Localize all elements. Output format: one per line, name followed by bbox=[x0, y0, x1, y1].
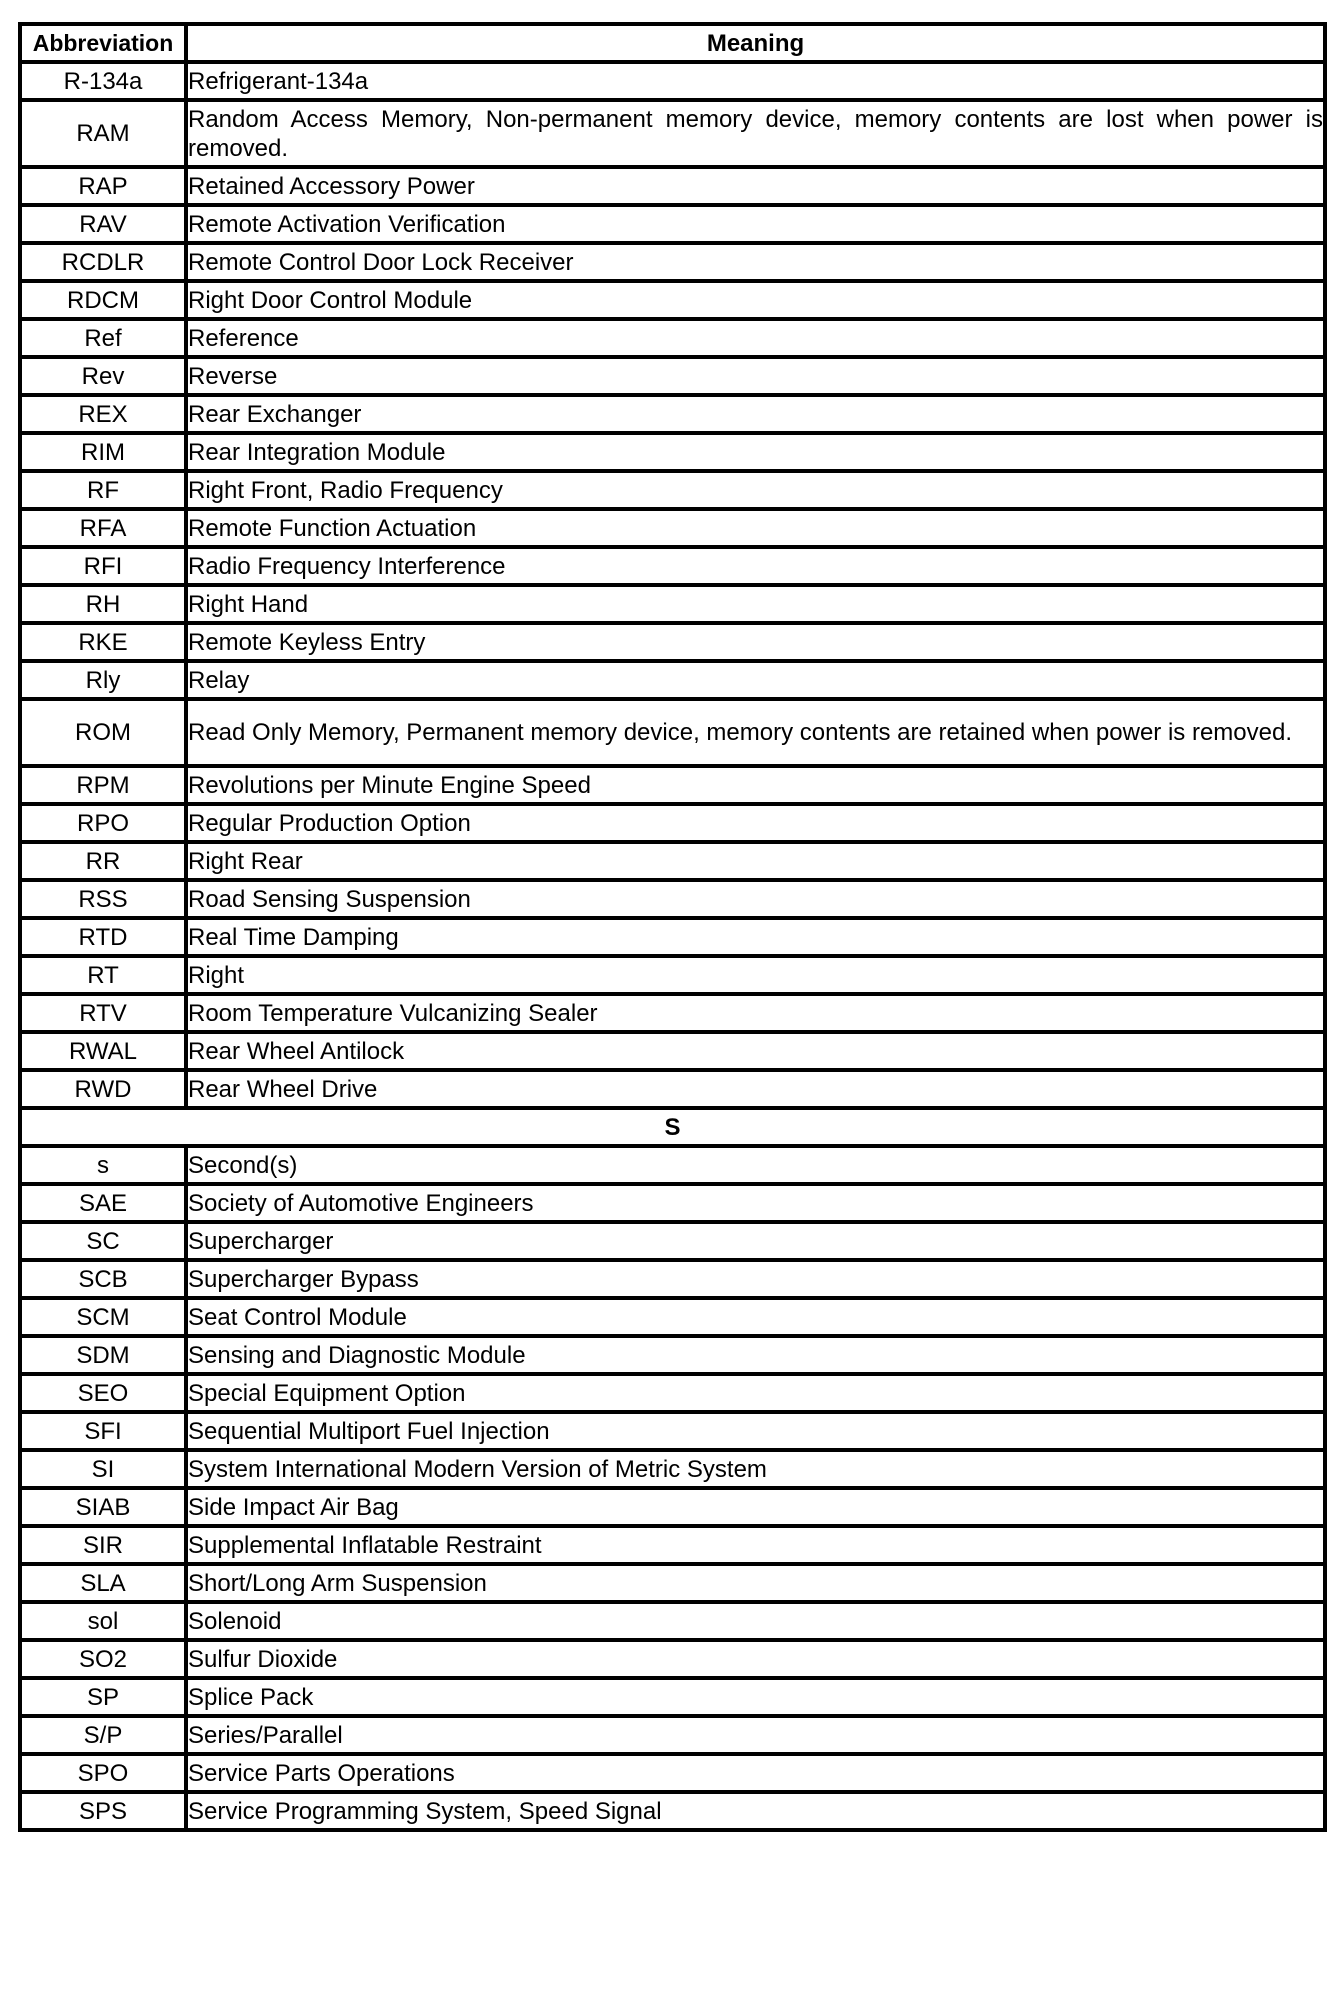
abbreviation-table bbox=[18, 22, 1327, 1832]
table-row bbox=[20, 1336, 1325, 1374]
table-row bbox=[20, 1146, 1325, 1184]
abbreviation-cell: SCB bbox=[20, 1260, 186, 1298]
meaning-cell: Supercharger bbox=[186, 1222, 1325, 1260]
abbreviation-cell: RPO bbox=[20, 804, 186, 842]
meaning-cell: Rear Exchanger bbox=[186, 395, 1325, 433]
meaning-cell: Right Front, Radio Frequency bbox=[186, 471, 1325, 509]
abbreviation-cell: SCM bbox=[20, 1298, 186, 1336]
section-header: S bbox=[20, 1108, 1325, 1146]
table-row bbox=[20, 766, 1325, 804]
abbreviation-cell: RH bbox=[20, 585, 186, 623]
abbreviation-cell: RTV bbox=[20, 994, 186, 1032]
meaning-cell: Room Temperature Vulcanizing Sealer bbox=[186, 994, 1325, 1032]
table-row bbox=[20, 357, 1325, 395]
abbreviation-cell: s bbox=[20, 1146, 186, 1184]
abbreviation-cell: SC bbox=[20, 1222, 186, 1260]
table-header-row bbox=[20, 24, 1325, 62]
abbreviation-cell: RIM bbox=[20, 433, 186, 471]
abbreviation-cell: SIAB bbox=[20, 1488, 186, 1526]
abbreviation-cell: RWAL bbox=[20, 1032, 186, 1070]
abbreviation-cell: RWD bbox=[20, 1070, 186, 1108]
table-row bbox=[20, 1792, 1325, 1830]
table-row bbox=[20, 100, 1325, 167]
meaning-cell: Series/Parallel bbox=[186, 1716, 1325, 1754]
table-row bbox=[20, 1184, 1325, 1222]
abbreviation-cell: SDM bbox=[20, 1336, 186, 1374]
meaning-cell: Retained Accessory Power bbox=[186, 167, 1325, 205]
abbreviation-cell: RCDLR bbox=[20, 243, 186, 281]
meaning-cell: Service Programming System, Speed Signal bbox=[186, 1792, 1325, 1830]
abbreviation-cell: RTD bbox=[20, 918, 186, 956]
meaning-cell: Rear Wheel Antilock bbox=[186, 1032, 1325, 1070]
meaning-cell: Right bbox=[186, 956, 1325, 994]
abbreviation-cell: ROM bbox=[20, 699, 186, 766]
table-row bbox=[20, 1032, 1325, 1070]
meaning-cell: Splice Pack bbox=[186, 1678, 1325, 1716]
meaning-cell: Right Rear bbox=[186, 842, 1325, 880]
abbreviation-cell: RFI bbox=[20, 547, 186, 585]
meaning-cell: Right Hand bbox=[186, 585, 1325, 623]
table-row bbox=[20, 1716, 1325, 1754]
meaning-cell: Side Impact Air Bag bbox=[186, 1488, 1325, 1526]
table-row bbox=[20, 547, 1325, 585]
abbreviation-cell: R-134a bbox=[20, 62, 186, 100]
table-row bbox=[20, 585, 1325, 623]
table-row bbox=[20, 804, 1325, 842]
abbreviation-cell: SI bbox=[20, 1450, 186, 1488]
table-row bbox=[20, 1412, 1325, 1450]
table-row bbox=[20, 1298, 1325, 1336]
abbreviation-cell: SLA bbox=[20, 1564, 186, 1602]
abbreviation-cell: RT bbox=[20, 956, 186, 994]
table-row bbox=[20, 994, 1325, 1032]
meaning-cell: Sulfur Dioxide bbox=[186, 1640, 1325, 1678]
meaning-cell: Remote Function Actuation bbox=[186, 509, 1325, 547]
meaning-cell: Remote Keyless Entry bbox=[186, 623, 1325, 661]
meaning-cell: Second(s) bbox=[186, 1146, 1325, 1184]
abbreviation-cell: SP bbox=[20, 1678, 186, 1716]
abbreviation-cell: SO2 bbox=[20, 1640, 186, 1678]
table-row bbox=[20, 433, 1325, 471]
table-row bbox=[20, 243, 1325, 281]
meaning-cell: Special Equipment Option bbox=[186, 1374, 1325, 1412]
abbreviation-cell: S/P bbox=[20, 1716, 186, 1754]
table-row bbox=[20, 1678, 1325, 1716]
table-row bbox=[20, 1640, 1325, 1678]
meaning-cell: Road Sensing Suspension bbox=[186, 880, 1325, 918]
abbreviation-cell: SFI bbox=[20, 1412, 186, 1450]
meaning-cell: Society of Automotive Engineers bbox=[186, 1184, 1325, 1222]
abbreviation-cell: Rev bbox=[20, 357, 186, 395]
abbreviation-cell: RF bbox=[20, 471, 186, 509]
column-header-meaning: Meaning bbox=[186, 24, 1325, 62]
abbreviation-cell: RR bbox=[20, 842, 186, 880]
meaning-cell: Sensing and Diagnostic Module bbox=[186, 1336, 1325, 1374]
table-row bbox=[20, 956, 1325, 994]
table-row bbox=[20, 1602, 1325, 1640]
meaning-cell: Solenoid bbox=[186, 1602, 1325, 1640]
table-row bbox=[20, 918, 1325, 956]
table-row bbox=[20, 699, 1325, 766]
table-row bbox=[20, 1754, 1325, 1792]
meaning-cell: Rear Integration Module bbox=[186, 433, 1325, 471]
abbreviation-cell: Ref bbox=[20, 319, 186, 357]
meaning-cell: Supercharger Bypass bbox=[186, 1260, 1325, 1298]
meaning-cell: Refrigerant-134a bbox=[186, 62, 1325, 100]
table-row bbox=[20, 1222, 1325, 1260]
table-row bbox=[20, 1450, 1325, 1488]
meaning-cell: Short/Long Arm Suspension bbox=[186, 1564, 1325, 1602]
section-header-row bbox=[20, 1108, 1325, 1146]
abbreviation-cell: RAP bbox=[20, 167, 186, 205]
meaning-cell: Relay bbox=[186, 661, 1325, 699]
meaning-cell: Reference bbox=[186, 319, 1325, 357]
abbreviation-cell: RAV bbox=[20, 205, 186, 243]
table-row bbox=[20, 395, 1325, 433]
table-row bbox=[20, 509, 1325, 547]
meaning-cell: Read Only Memory, Permanent memory device, memory contents are retained when power is removed. bbox=[186, 699, 1325, 766]
meaning-cell: Radio Frequency Interference bbox=[186, 547, 1325, 585]
table-row bbox=[20, 205, 1325, 243]
table-row bbox=[20, 167, 1325, 205]
table-row bbox=[20, 661, 1325, 699]
abbreviation-cell: SPS bbox=[20, 1792, 186, 1830]
table-row bbox=[20, 1488, 1325, 1526]
abbreviation-cell: RKE bbox=[20, 623, 186, 661]
meaning-cell: Reverse bbox=[186, 357, 1325, 395]
meaning-cell: Sequential Multiport Fuel Injection bbox=[186, 1412, 1325, 1450]
abbreviation-cell: SEO bbox=[20, 1374, 186, 1412]
table-body bbox=[20, 62, 1325, 1830]
abbreviation-cell: SIR bbox=[20, 1526, 186, 1564]
meaning-cell: Regular Production Option bbox=[186, 804, 1325, 842]
meaning-cell: Remote Control Door Lock Receiver bbox=[186, 243, 1325, 281]
meaning-cell: Right Door Control Module bbox=[186, 281, 1325, 319]
meaning-cell: Random Access Memory, Non-permanent memory device, memory contents are lost when power is removed. bbox=[186, 100, 1325, 167]
table-row bbox=[20, 842, 1325, 880]
meaning-cell: Rear Wheel Drive bbox=[186, 1070, 1325, 1108]
table-row bbox=[20, 62, 1325, 100]
abbreviation-cell: SPO bbox=[20, 1754, 186, 1792]
column-header-abbreviation: Abbreviation bbox=[20, 24, 186, 62]
table-row bbox=[20, 1526, 1325, 1564]
table-row bbox=[20, 319, 1325, 357]
abbreviation-cell: RPM bbox=[20, 766, 186, 804]
table-row bbox=[20, 1564, 1325, 1602]
meaning-cell: Revolutions per Minute Engine Speed bbox=[186, 766, 1325, 804]
meaning-cell: System International Modern Version of Metric System bbox=[186, 1450, 1325, 1488]
abbreviation-cell: RSS bbox=[20, 880, 186, 918]
table-row bbox=[20, 623, 1325, 661]
abbreviation-cell: Rly bbox=[20, 661, 186, 699]
table-row bbox=[20, 1070, 1325, 1108]
abbreviation-cell: SAE bbox=[20, 1184, 186, 1222]
abbreviation-cell: REX bbox=[20, 395, 186, 433]
table-row bbox=[20, 281, 1325, 319]
meaning-cell: Real Time Damping bbox=[186, 918, 1325, 956]
abbreviation-cell: RFA bbox=[20, 509, 186, 547]
table-row bbox=[20, 1260, 1325, 1298]
meaning-cell: Seat Control Module bbox=[186, 1298, 1325, 1336]
abbreviation-cell: RAM bbox=[20, 100, 186, 167]
meaning-cell: Supplemental Inflatable Restraint bbox=[186, 1526, 1325, 1564]
meaning-cell: Service Parts Operations bbox=[186, 1754, 1325, 1792]
abbreviation-cell: sol bbox=[20, 1602, 186, 1640]
table-row bbox=[20, 471, 1325, 509]
table-row bbox=[20, 1374, 1325, 1412]
abbreviation-cell: RDCM bbox=[20, 281, 186, 319]
table-row bbox=[20, 880, 1325, 918]
meaning-cell: Remote Activation Verification bbox=[186, 205, 1325, 243]
